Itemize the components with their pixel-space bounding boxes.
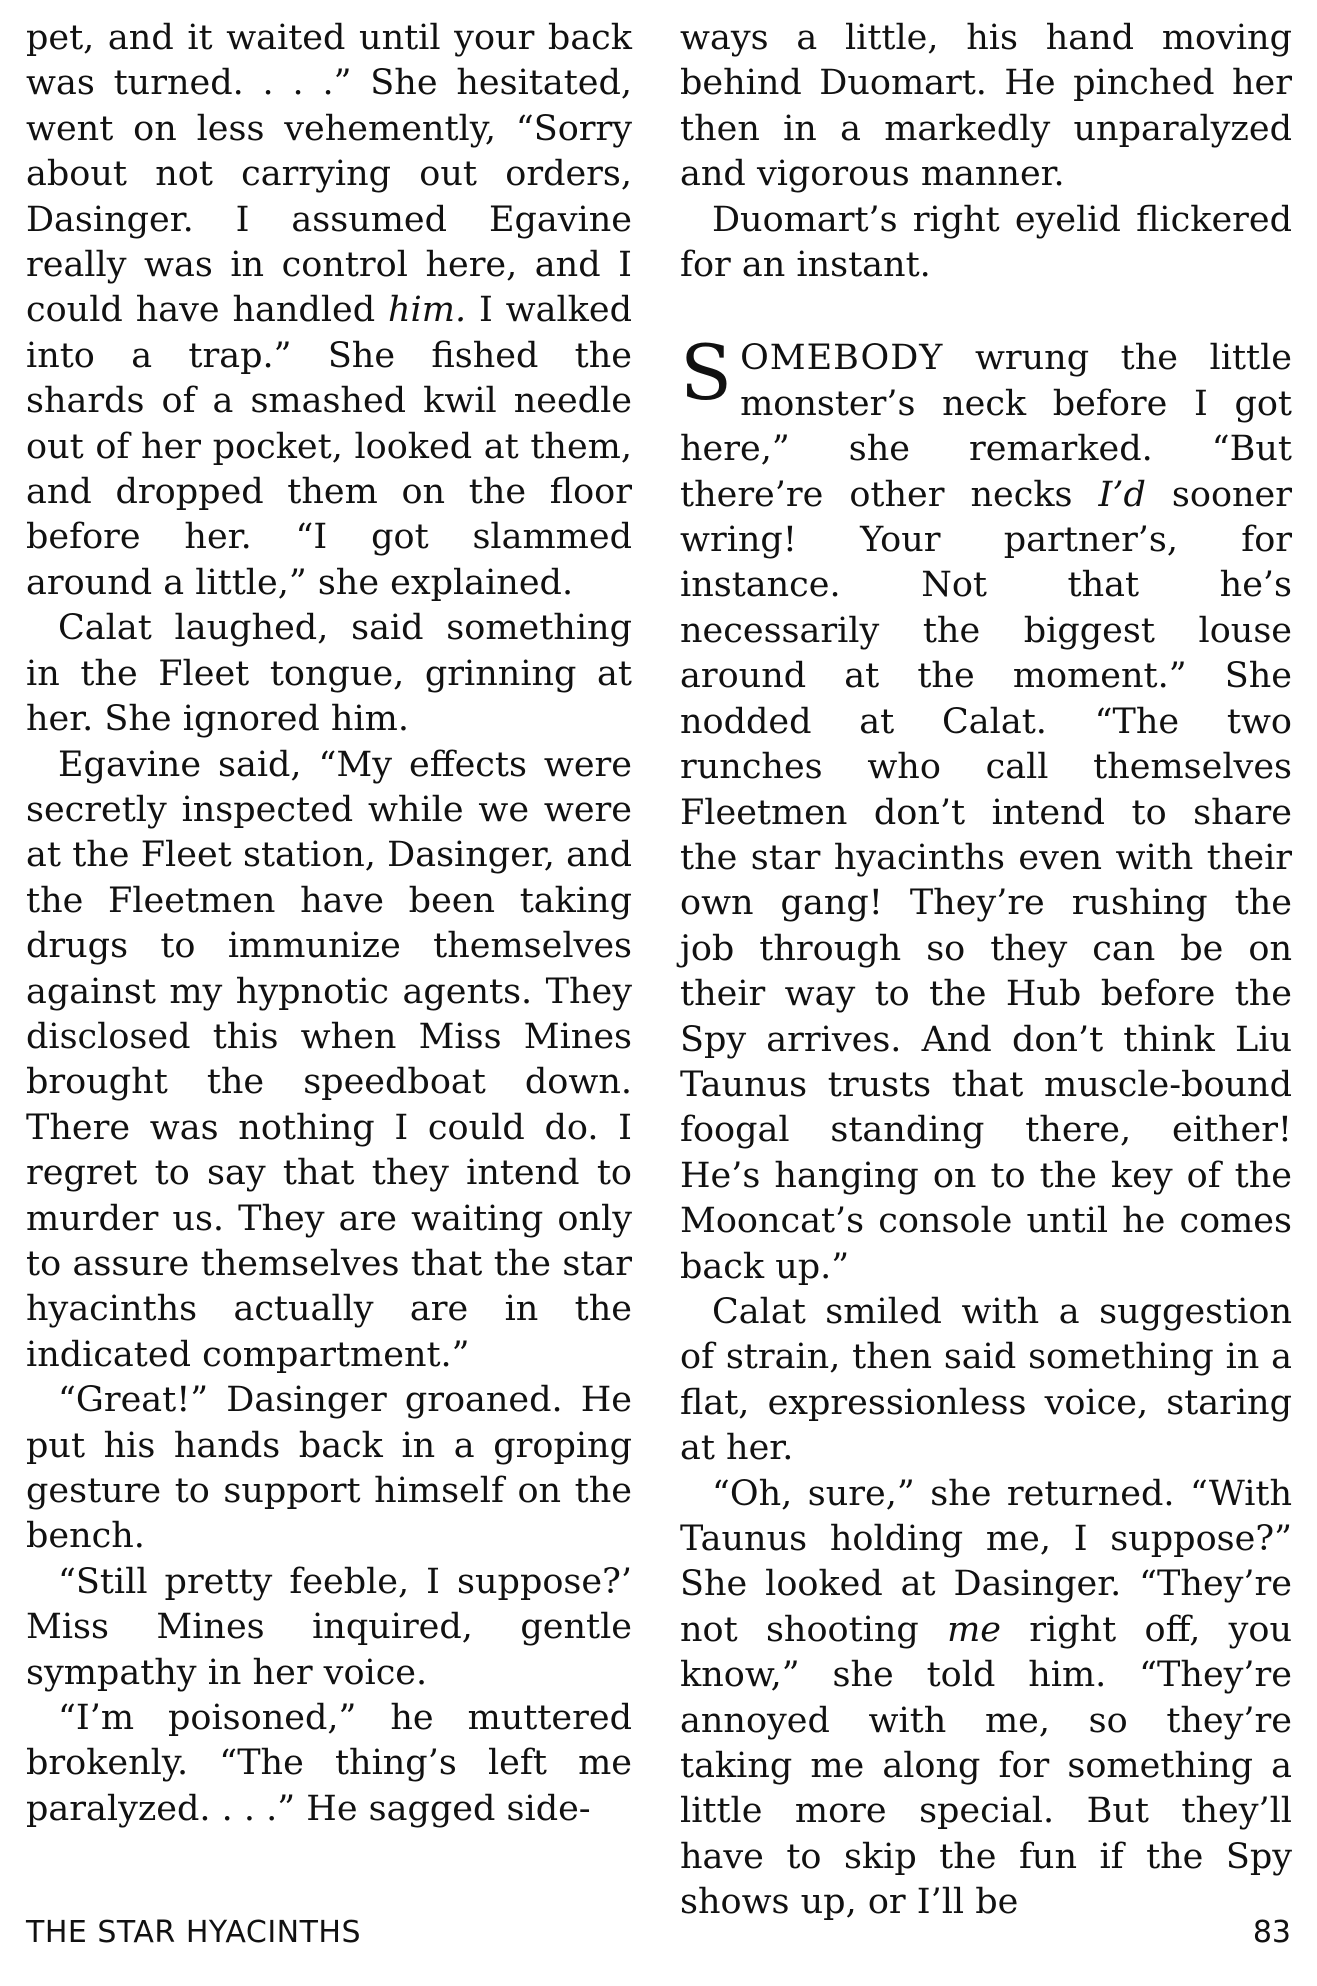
text-run: Egavine said, “My effects were secretly inspected while we were at the Fleet station, Dasinger, and the Fleetmen have been taking drugs to immunize themselves against my hypnotic agents. They disclosed this when Miss Mines brought the speedboat down. There was nothing I could do. I regret to say that they intend to murder us. They are waiting only to assure themselves that the star hyacinths actually are in the indicated compartment.” [26,744,632,1375]
paragraph [26,743,632,1379]
paragraph [680,1472,1292,1926]
right-column [680,16,1292,1926]
text-run: right off, you know,” she told him. “They’re annoyed with me, so they’re taking me along for something a little more special. But they’ll have to skip the fun if the Spy shows up, or I’ll be [680,1609,1293,1923]
italic-text: I’d [1098,474,1146,515]
text-run: “I’m poisoned,” he muttered brokenly. “The thing’s left me paralyzed. . . .” He sagged side- [26,1698,632,1829]
left-column [26,16,632,1832]
section-smallcaps: OMEBODY [740,338,944,379]
right-column-start [680,16,1292,288]
italic-text: him. [388,290,467,331]
section-opening-paragraph [680,328,1292,1290]
page-number: 83 [1252,1915,1291,1950]
text-run: pet, and it waited until your back was turned. . . .” She hesitated, went on less vehemently, “Sorry about not carrying out orders, Dasinger. I assumed Egavine really was in control here, and I could have handled [26,18,632,331]
text-run: Duomart’s right eyelid flickered for an instant. [680,199,1292,286]
text-run: I walked into a trap.” She fished the shards of a smashed kwil needle out of her pocket, looked at them, and dropped them on the floor before her. “I got slammed around a little,” she explained. [26,290,632,603]
paragraph [680,16,1292,198]
running-footer-title: THE STAR HYACINTHS [26,1915,362,1950]
text-run: ways a little, his hand moving behind Duomart. He pinched her then in a markedly unparalyzed and vigorous manner. [680,18,1292,195]
paragraph [26,1378,632,1560]
paragraph [680,198,1292,289]
text-run: wrung the little monster’s neck before I got here,” she remarked. “But there’re other necks [680,338,1292,515]
paragraph [26,16,632,606]
text-run: Calat smiled with a suggestion of strain, then said something in a flat, expressionless voice, staring at her. [680,1291,1292,1469]
text-run: “Great!” Dasinger groaned. He put his hands back in a groping gesture to support himself on the bench. [26,1380,632,1557]
text-run: sooner wring! Your partner’s, for instance. Not that he’s necessarily the biggest louse around at the moment.” She nodded at Calat. “The two runches who call themselves Fleetmen don’t intend to share the star hyacinths even with their own gang! They’re rushing the job through so they can be on their way to the Hub before the Spy arrives. And don’t think Liu Taunus trusts that muscle-bound foogal standing there, either! He’s hanging on to the key of the Mooncat’s console until he comes back up.” [680,474,1292,1287]
paragraph [26,1696,632,1832]
italic-text: me [947,1609,1002,1650]
text-run: “Still pretty feeble, I suppose?’ Miss Mines inquired, gentle sympathy in her voice. [26,1561,632,1693]
text-run: Calat laughed, said something in the Fleet tongue, grinning at her. She ignored him. [26,608,632,740]
text-run: “Oh, sure,” she returned. “With Taunus holding me, I suppose?” She looked at Dasinger. “They’re not shooting [680,1473,1292,1650]
paragraph [26,1560,632,1696]
section-text [680,328,1292,1287]
paragraph [680,1290,1292,1472]
drop-cap: S [680,328,733,418]
paragraph [26,606,632,742]
right-column-end [680,1290,1292,1926]
